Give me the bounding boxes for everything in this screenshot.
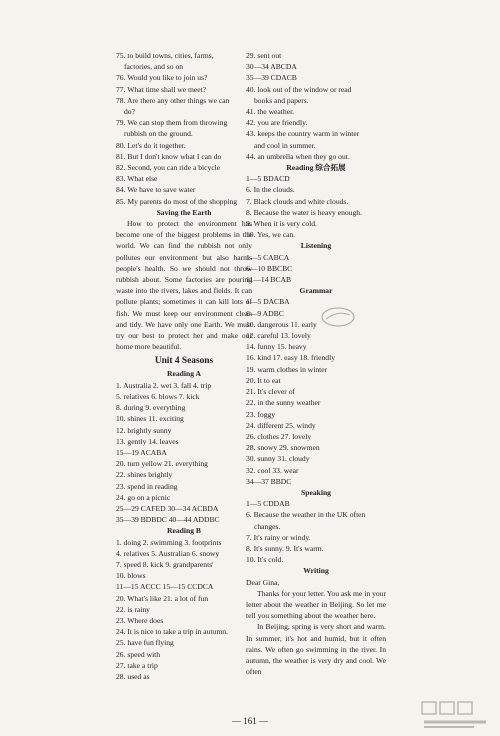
answer-line: 16. kind 17. easy 18. friendly <box>246 353 336 363</box>
answer-line: 78. Are there any other things we can <box>116 95 230 105</box>
answer-line: 29. sent out <box>246 51 282 60</box>
answer-line: 82. Second, you can ride a bicycle <box>116 163 221 173</box>
answer-line: 23. spend in reading <box>116 481 178 491</box>
answer-line: 22. is rainy <box>116 604 150 614</box>
answer-line: 12. careful 13. lovely <box>246 331 311 341</box>
answer-line: 11—14 BCAB <box>246 275 292 285</box>
answer-line: 23. foggy <box>246 409 276 419</box>
answer-line: 15—19 ACABA <box>116 447 167 457</box>
answer-line: 1. doing 2. swimming 3. footprints <box>116 537 222 547</box>
answer-line: 81. But I don't know what I can do <box>116 151 222 161</box>
unit-heading: Unit 4 Seasons <box>154 356 214 367</box>
answer-line: 75. to build towns, cities, farms, <box>116 51 214 60</box>
answer-line: 8. Because the water is heavy enough. <box>246 207 362 217</box>
essay-title: Saving the Earth <box>156 207 212 217</box>
answer-line: 19. warm clothes in winter <box>246 364 328 374</box>
answer-line: 22. in the sunny weather <box>246 398 321 408</box>
answer-line: 10. It's cold. <box>246 555 284 565</box>
answer-line: 1. Australia 2. wet 3. fall 4. trip <box>116 380 212 390</box>
answer-line: 6—9 ADBC <box>246 308 284 318</box>
answer-line: 11—15 ACCC 15—15 CCDCA <box>116 582 214 592</box>
answer-line: 4. relatives 5. Australian 6. snowy <box>116 548 220 558</box>
answer-line: 21. It's clever of <box>246 387 296 397</box>
answer-line: changes. <box>254 521 281 531</box>
section-heading: Listening <box>300 241 332 251</box>
answer-line: rubbish on the ground. <box>124 129 193 139</box>
section-heading: Reading A <box>167 369 201 379</box>
essay-paragraph: How to protect the environment has become one of the biggest problems in the world. We can find the rubbish not only pollutes our environment but also harms people's health. So we should not throw rubbish about. Some factories are pouring waste into the rivers, lakes and fields. It can pollute plants; sometimes it can kill lots of fish. We must keep our environment clean and tidy. We have only one Earth. We must try our best to protect her and make our home more beautiful. <box>116 219 252 352</box>
answer-line: 7. speed 8. kick 9. grandparents' <box>116 559 214 569</box>
answer-line: 25—29 CAFED 30—34 ACBDA <box>116 503 219 513</box>
right-column <box>246 50 386 677</box>
answer-line: 5. relatives 6. blows 7. kick <box>116 391 200 401</box>
answer-line: 43. keeps the country warm in winter <box>246 129 360 139</box>
answer-line: 10. shines 11. exciting <box>116 414 184 424</box>
answer-line: 7. It's rainy or windy. <box>246 532 311 542</box>
answer-line: 24. It is nice to take a trip in autumn. <box>116 627 228 637</box>
answer-line: 14. funny 15. heavy <box>246 342 307 352</box>
answer-line: 83. What else <box>116 174 158 184</box>
page-number: — 161 — <box>232 716 268 726</box>
section-heading: Reading 综合拓展 <box>286 163 346 173</box>
answer-line: 40. look out of the window or read <box>246 84 352 94</box>
circular-stamp-icon <box>320 306 356 328</box>
answer-line: 42. you are friendly. <box>246 118 308 128</box>
answer-line: 85. My parents do most of the shopping <box>116 196 238 206</box>
answer-line: 6. Because the weather in the UK often <box>246 510 366 520</box>
answer-line: 9. When it is very cold. <box>246 219 317 229</box>
answer-line: 1—5 CDDAB <box>246 499 290 509</box>
answer-line: 1—5 DACBA <box>246 297 290 307</box>
answer-line: do? <box>124 107 135 117</box>
answer-line: 20. turn yellow 21. everything <box>116 459 208 469</box>
answer-line: and cool in summer. <box>254 140 316 150</box>
letter-paragraph: In Beijing, spring is very short and warm. In summer, it's hot and humid, but it often rains. We often go swimming in the river. In autumn, the weather is very dry and cool. We often <box>246 622 386 677</box>
answer-line: 1—5 CABCA <box>246 252 290 262</box>
section-heading: Speaking <box>301 487 331 497</box>
answer-line: books and papers. <box>254 95 309 105</box>
answer-line: 76. Would you like to join us? <box>116 73 208 83</box>
answer-line: 27. take a trip <box>116 660 158 670</box>
answer-line: 34—37 BBDC <box>246 476 292 486</box>
section-heading: Reading B <box>167 526 201 536</box>
answer-line: 6. In the clouds. <box>246 185 295 195</box>
answer-line: 84. We have to save water <box>116 185 196 195</box>
answer-line: 28. snowy 29. snowmen <box>246 443 320 453</box>
answer-line: 26. clothes 27. lovely <box>246 431 312 441</box>
answer-line: 80. Let's do it together. <box>116 140 186 150</box>
answer-line: 20. It to eat <box>246 375 281 385</box>
answer-line: 10. Yes, we can. <box>246 230 296 240</box>
answer-line: 35—39 CDACB <box>246 73 297 83</box>
answer-line: 35—39 BDBDC 40—44 ADDBC <box>116 515 220 525</box>
answer-line: 1—5 BDACD <box>246 174 290 184</box>
answer-line: 26. speed with <box>116 649 161 659</box>
answer-line: 13. gently 14. leaves <box>116 436 179 446</box>
watermark-logo-icon <box>420 700 492 730</box>
answer-line: 8. It's sunny. 9. It's warm. <box>246 543 324 553</box>
left-column <box>116 50 252 682</box>
answer-line: 8. during 9. everything <box>116 403 186 413</box>
answer-line: 25. have fun flying <box>116 638 174 648</box>
answer-line: factories, and so on <box>124 62 184 72</box>
answer-line: 77. What time shall we meet? <box>116 84 207 94</box>
answer-line: 24. go on a picnic <box>116 492 171 502</box>
answer-line: 12. brightly sunny <box>116 425 172 435</box>
answer-line: 24. different 25. windy <box>246 420 316 430</box>
answer-line: 41. the weather. <box>246 107 295 117</box>
answer-line: 6—10 BBCBC <box>246 263 293 273</box>
answer-line: 10. dangerous 11. early <box>246 319 317 329</box>
answer-line: 7. Black clouds and white clouds. <box>246 196 349 206</box>
answer-line: 44. an umbrella when they go out. <box>246 151 350 161</box>
answer-line: 20. What's like 21. a lot of fun <box>116 593 209 603</box>
answer-line: 32. cool 33. wear <box>246 465 299 475</box>
letter-paragraph: Thanks for your letter. You ask me in your letter about the weather in Beijing. So let me tell you something about the weather here. <box>246 588 386 621</box>
answer-line: 30. sunny 31. cloudy <box>246 454 310 464</box>
answer-line: 79. We can stop them from throwing <box>116 118 228 128</box>
section-heading: Grammar <box>299 286 333 296</box>
answer-line: 30—34 ABCDA <box>246 62 297 72</box>
answer-line: 22. shines brightly <box>116 470 173 480</box>
section-heading: Writing <box>303 566 329 576</box>
answer-line: 28. used as <box>116 671 150 681</box>
answer-line: 23. Where does <box>116 615 164 625</box>
letter-greeting: Dear Gina, <box>246 577 280 587</box>
answer-line: 10. blows <box>116 571 146 581</box>
